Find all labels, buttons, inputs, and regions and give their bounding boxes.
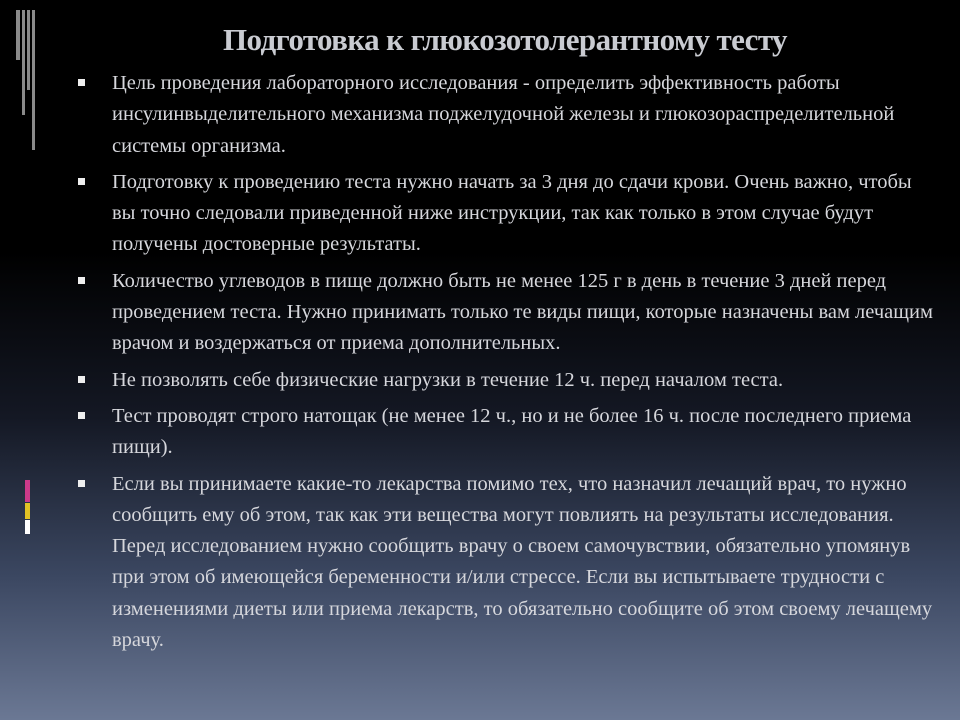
bullet-text: Если вы принимаете какие-то лекарства помимо тех, что назначил лечащий врач, то нужно сообщить ему об этом, так как эти вещества могут повлиять на результаты исследования. Перед исследованием нужно сообщить врачу о своем самочувствии, обязательно упомянув при этом об имеющейся беременности и/или стрессе. Если вы испытываете трудности с изменениями диеты или приема лекарств, то обязательно сообщите об этом своему лечащему врачу. [112,472,933,652]
slide-title: Подготовка к глюкозотолерантному тесту [223,22,787,57]
decor-bar [32,10,35,150]
list-item [78,469,938,657]
bullet-text: Тест проводят строго натощак (не менее 12 ч., но и не более 16 ч. после последнего приема пищи). [112,404,912,459]
bullet-icon [78,376,85,383]
left-decoration [0,0,40,720]
bullet-icon [78,277,85,284]
decor-bar [27,10,30,90]
bullet-icon [78,79,85,86]
bullet-text: Подготовку к проведению теста нужно начать за 3 дня до сдачи крови. Очень важно, чтобы вы точно следовали приведенной ниже инструкции, так как только в этом случае будут получены достоверные результаты. [112,170,912,256]
list-item [78,167,938,261]
list-item [78,365,938,396]
list-item [78,401,938,464]
decor-bar [22,10,25,115]
list-item [78,68,938,162]
decor-white-block [25,520,30,534]
bullet-list [78,68,938,661]
decor-pink-block [25,480,30,502]
bullet-icon [78,412,85,419]
decor-bar [16,10,20,60]
list-item [78,266,938,360]
bullet-text: Не позволять себе физические нагрузки в течение 12 ч. перед началом теста. [112,368,784,391]
bullet-icon [78,480,85,487]
bullet-icon [78,178,85,185]
bullet-text: Количество углеводов в пище должно быть не менее 125 г в день в течение 3 дней перед проведением теста. Нужно принимать только те виды пищи, которые назначены вам лечащим врачом и воздержаться от приема дополнительных. [112,269,934,355]
decor-yellow-block [25,503,30,519]
bullet-text: Цель проведения лабораторного исследования - определить эффективность работы инсулинвыделительного механизма поджелудочной железы и глюкозораспределительной системы организма. [112,72,895,157]
